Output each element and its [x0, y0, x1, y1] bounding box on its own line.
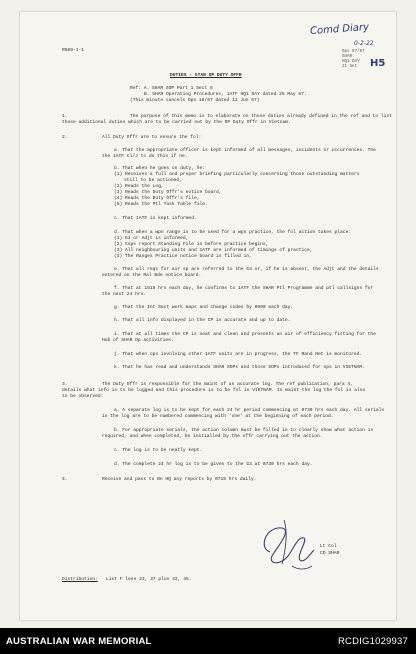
subpara-3b: required, and when completed, be initialled by the offr carrying out the action. — [102, 434, 323, 439]
stamp-line: Ops 97/67 — [342, 50, 365, 54]
distribution-label: Distribution: — [62, 577, 98, 582]
subpara-d-item: (2) Cops report Standing File in before practice begins, — [114, 242, 269, 247]
subpara-i: i. That at all times the CP is neat and clean and presents an air of efficiency fitting for the — [114, 332, 376, 337]
subpara-b-item: still to be actioned, — [124, 178, 182, 183]
para-3-line: The Duty Offr is responsible for the maint of an accurate log. The ref publication, para 4, — [102, 382, 353, 387]
subpara-b-item: (3) Reads the Duty Offr's notice board, — [114, 190, 222, 195]
subpara-c: c. That 1ATF is kept informed. — [114, 216, 197, 221]
para-1-line: those additional duties which are to be carried out by the OP Duty Offr in Vietnam. — [62, 120, 291, 125]
para-4-text: Receive and pass to Bn HQ any reports by 0715 hrs daily. — [102, 477, 257, 482]
subpara-f: f. That at 1515 hrs each day, he confirms to 1ATF the SHAR Ptl Programme and ptl callsigns for — [114, 286, 374, 291]
subpara-g: g. That the Int Sect work maps and change codes by 0800 each day. — [114, 305, 294, 310]
stamp-line: 21 Set — [342, 65, 358, 69]
signatory-appointment: CO SHAR — [320, 551, 340, 556]
ref-b: B. SHAR Operating Procedures, 1ATF HQ1 DAY dated 25 May 67. — [144, 92, 307, 97]
para-number: 1. — [62, 114, 68, 119]
handwritten-diary-note: Comd Diary — [309, 21, 370, 38]
stamp-code: H5 — [370, 58, 386, 69]
subpara-e: e. That all reqs for air sp are referred to the G3 or, if he is absent, the Adjt and the details — [114, 267, 379, 272]
file-reference: R569-1-1 — [62, 48, 85, 53]
record-id: RCDIG1029937 — [338, 636, 408, 647]
document-title: DUTIES - STAR OP DUTY OFFR — [170, 73, 242, 78]
stamp-line: SHAR — [342, 55, 353, 59]
subpara-f: the next 24 hrs. — [102, 292, 147, 297]
subpara-b-item: (4) Reads the Duty Offr's file, — [114, 196, 200, 201]
para-3-line: to be observed: — [62, 394, 104, 399]
subpara-b-item: (1) Receives a full and proper briefing particularly concerning those outstanding matters — [114, 172, 360, 177]
archive-footer — [0, 628, 416, 654]
cancellation-note: (This minute cancels Ops 18/67 dated 11 Jun 67) — [130, 98, 260, 103]
para-2-intro: All Duty Offr are to ensure the fol: — [102, 135, 202, 140]
para-number: 3. — [62, 382, 68, 387]
subpara-e: entered on the Ral Bde notice board. — [102, 273, 202, 278]
distribution-list: List F less 23, 37 plus 42, 45. — [106, 577, 192, 582]
subpara-h: h. That all info displayed in the CP is accurate and up to date. — [114, 318, 291, 323]
signature — [248, 512, 328, 576]
stamp-line: HQ1 DAY — [342, 60, 360, 64]
subpara-k: k. That he has read and understands SHAR SOPs and those SOPs introduced for ops in VIETNAM. — [114, 365, 365, 370]
subpara-3d: d. The complete 24 hr log is to be given to the G3 at 0730 hrs each day. — [114, 462, 313, 467]
subpara-j: j. That when ops involving other 1ATF units are in progress, the TF Rand Net is monitored. — [114, 352, 363, 357]
para-3-line: details what info is to be logged and this procedure is to be fol in VIETNAM. In maint the log the fol is also — [62, 388, 366, 393]
subpara-b-item: (2) Reads the Log, — [114, 184, 164, 189]
document-page — [20, 12, 396, 620]
subpara-a: a. That the appropriate officer is kept informed of all messages, incidents or occurrences. The — [114, 148, 376, 153]
subpara-3c: c. The log is to be neatly kept. — [114, 448, 203, 453]
archive-name: AUSTRALIAN WAR MEMORIAL — [6, 636, 152, 647]
registry-stamp — [342, 50, 365, 70]
para-number: 4. — [62, 477, 68, 482]
subpara-i: Hub of SHAR Op activities. — [102, 338, 174, 343]
para-1-line: The purpose of this memo is to elaborate on those duties already defined in the ref and to list — [130, 114, 392, 119]
subpara-d: d. That when a wpn range is to be used for a wpn practice, the fol action takes place: — [114, 230, 352, 235]
subpara-d-item: (4) The Ranges Practice notice board is filled in. — [114, 254, 252, 259]
subpara-d-item: (1) G3 or Adjt is informed, — [114, 236, 189, 241]
ref-a: Ref: A. SHAR SOP Part 1 Sect 5 — [130, 86, 213, 91]
subpara-a: the 1ATF Cl/J to do this if ne. — [102, 154, 188, 159]
subpara-b: b. That when he goes on duty, he: — [114, 166, 205, 171]
handwritten-date: 0-2-22 — [354, 40, 374, 47]
subpara-d-item: (3) All neighbouring units and 1ATF are informed of timings of practice, — [114, 248, 313, 253]
subpara-b-item: (5) Reads the Ptl Task Table file. — [114, 202, 208, 207]
signatory-rank: Lt Col — [320, 544, 337, 549]
subpara-3b: b. For appropriate serials, the action column must be filled in to clearly show what action is — [114, 428, 374, 433]
para-number: 2. — [62, 135, 68, 140]
subpara-3a: in the log are to be numbered commencing with 'one' at the beginning of each period. — [102, 414, 334, 419]
subpara-3a: a. A separate log is to be kept for each 24 hr period commencing at 0730 hrs each day. All serials — [114, 408, 385, 413]
